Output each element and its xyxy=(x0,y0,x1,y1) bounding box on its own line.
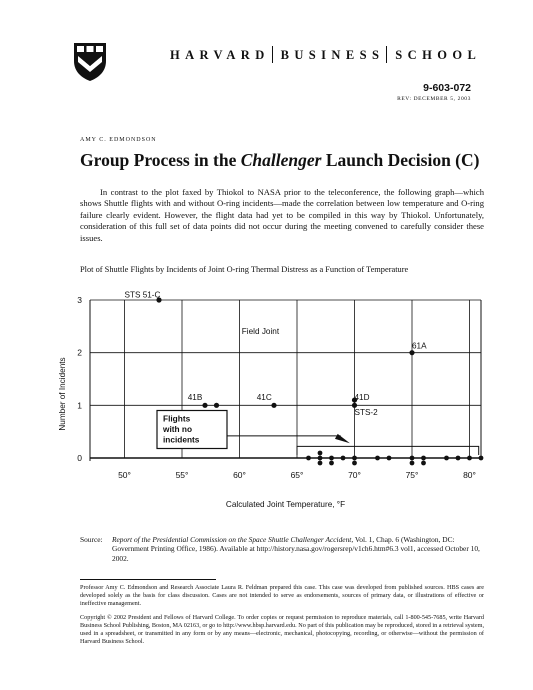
point-label: 41C xyxy=(256,393,272,403)
no-incident-point xyxy=(318,451,323,456)
footer-rule xyxy=(80,579,216,580)
body-paragraph: In contrast to the plot faxed by Thiokol to NASA prior to the teleconference, the following graph—which shows Shuttle flights with and without O-ring incidents—made the correlation between low temperature and O-ring failure clearly evident. However, the flight data had yet to be compiled in this way by Thiokol. Unfortunately, consideration of this full set of data points did not occur during the meeting convened to carefully consider these issues. xyxy=(80,187,484,243)
x-axis-title: Calculated Joint Temperature, °F xyxy=(225,500,346,509)
footer-note: Professor Amy C. Edmondson and Research Associate Laura R. Feldman prepared this case. This case was developed from published sources. HBS cases are developed solely as the basis for class discussion. Cases are not intended to serve as endorsements, sources of primary data, or illustrations of effective or ineffective management. xyxy=(80,584,484,608)
point-label: 41B xyxy=(187,393,203,403)
no-incident-point xyxy=(341,456,346,461)
no-incident-point xyxy=(479,456,484,461)
x-tick-label: 75° xyxy=(405,470,419,480)
no-incident-point xyxy=(318,461,323,466)
revision-date: REV: DECEMBER 5, 2003 xyxy=(397,96,471,102)
no-incident-point xyxy=(387,456,392,461)
point-label: Field Joint xyxy=(241,327,280,337)
no-incident-point xyxy=(375,456,380,461)
title-suffix: Launch Decision (C) xyxy=(321,150,480,170)
callout-text: incidents xyxy=(163,434,200,445)
no-incident-point xyxy=(318,456,323,461)
no-incident-point xyxy=(444,456,449,461)
wordmark-harvard: HARVARD xyxy=(170,48,270,62)
point-label: 41D xyxy=(354,393,370,403)
wordmark-school: SCHOOL xyxy=(395,48,482,62)
no-incident-point xyxy=(352,456,357,461)
x-tick-label: 80° xyxy=(463,470,476,480)
incident-point xyxy=(409,350,414,355)
title-prefix: Group Process in the xyxy=(80,150,241,170)
y-tick-label: 1 xyxy=(77,400,82,411)
incident-point xyxy=(202,403,207,408)
author-name: AMY C. EDMONDSON xyxy=(80,137,157,143)
x-tick-label: 60° xyxy=(233,470,246,480)
x-tick-label: 50° xyxy=(118,470,131,480)
wordmark-business: BUSINESS xyxy=(280,48,385,62)
point-label: STS-2 xyxy=(354,407,378,417)
no-incident-point xyxy=(329,456,334,461)
y-axis-title: Number of Incidents xyxy=(58,357,67,431)
y-tick-label: 2 xyxy=(77,347,82,358)
source-note xyxy=(80,535,484,563)
x-tick-label: 70° xyxy=(348,470,361,480)
incident-point xyxy=(271,403,276,408)
no-incident-point xyxy=(306,456,311,461)
callout-arrowhead xyxy=(335,434,350,443)
no-incident-point xyxy=(329,461,334,466)
point-label: 61A xyxy=(412,341,427,351)
no-incident-point xyxy=(467,456,472,461)
no-incident-point xyxy=(352,461,357,466)
school-wordmark xyxy=(170,46,481,63)
source-details: , Vol. 1, Chap. 6 (Washington, DC: Government Printing Office, 1986). Available at http://history.nasa.gov/rogersrep/v1ch6.htm#6.3 vol1, accessed October 10, 2002. xyxy=(112,535,480,563)
point-label: STS 51-C xyxy=(124,290,161,300)
no-incident-point xyxy=(456,456,461,461)
x-tick-label: 55° xyxy=(175,470,189,480)
callout-text: with no xyxy=(163,424,193,434)
title-italic: Challenger xyxy=(240,150,322,170)
no-incident-point xyxy=(410,461,415,466)
callout-text: Flights xyxy=(163,413,191,424)
case-number: 9-603-072 xyxy=(423,82,471,94)
y-tick-label: 0 xyxy=(77,453,82,463)
no-incident-bracket xyxy=(297,446,479,455)
y-tick-label: 3 xyxy=(77,295,82,305)
no-incident-point xyxy=(421,461,426,466)
footer-copyright: Copyright © 2002 President and Fellows of Harvard College. To order copies or request permission to reproduce materials, call 1-800-545-7685, write Harvard Business School Publishing, Boston, MA 02163, or go to http://www.hbsp.harvard.edu. No part of this publication may be reproduced, stored in a retrieval system, used in a spreadsheet, or transmitted in any form or by any means—electronic, mechanical, photocopying, recording, or otherwise—without the permission of Harvard Business School. xyxy=(80,614,484,646)
incident-point xyxy=(214,403,219,408)
no-incident-point xyxy=(410,456,415,461)
source-title: Report of the Presidential Commission on the Space Shuttle Challenger Accident xyxy=(112,535,352,544)
page-title xyxy=(80,150,479,171)
scatter-chart xyxy=(60,280,500,530)
no-incident-point xyxy=(421,456,426,461)
figure-caption: Plot of Shuttle Flights by Incidents of Joint O-ring Thermal Distress as a Function of Temperature xyxy=(80,265,409,274)
harvard-shield-logo xyxy=(73,42,107,82)
x-tick-label: 65° xyxy=(290,470,304,480)
source-label: Source: xyxy=(80,535,103,544)
